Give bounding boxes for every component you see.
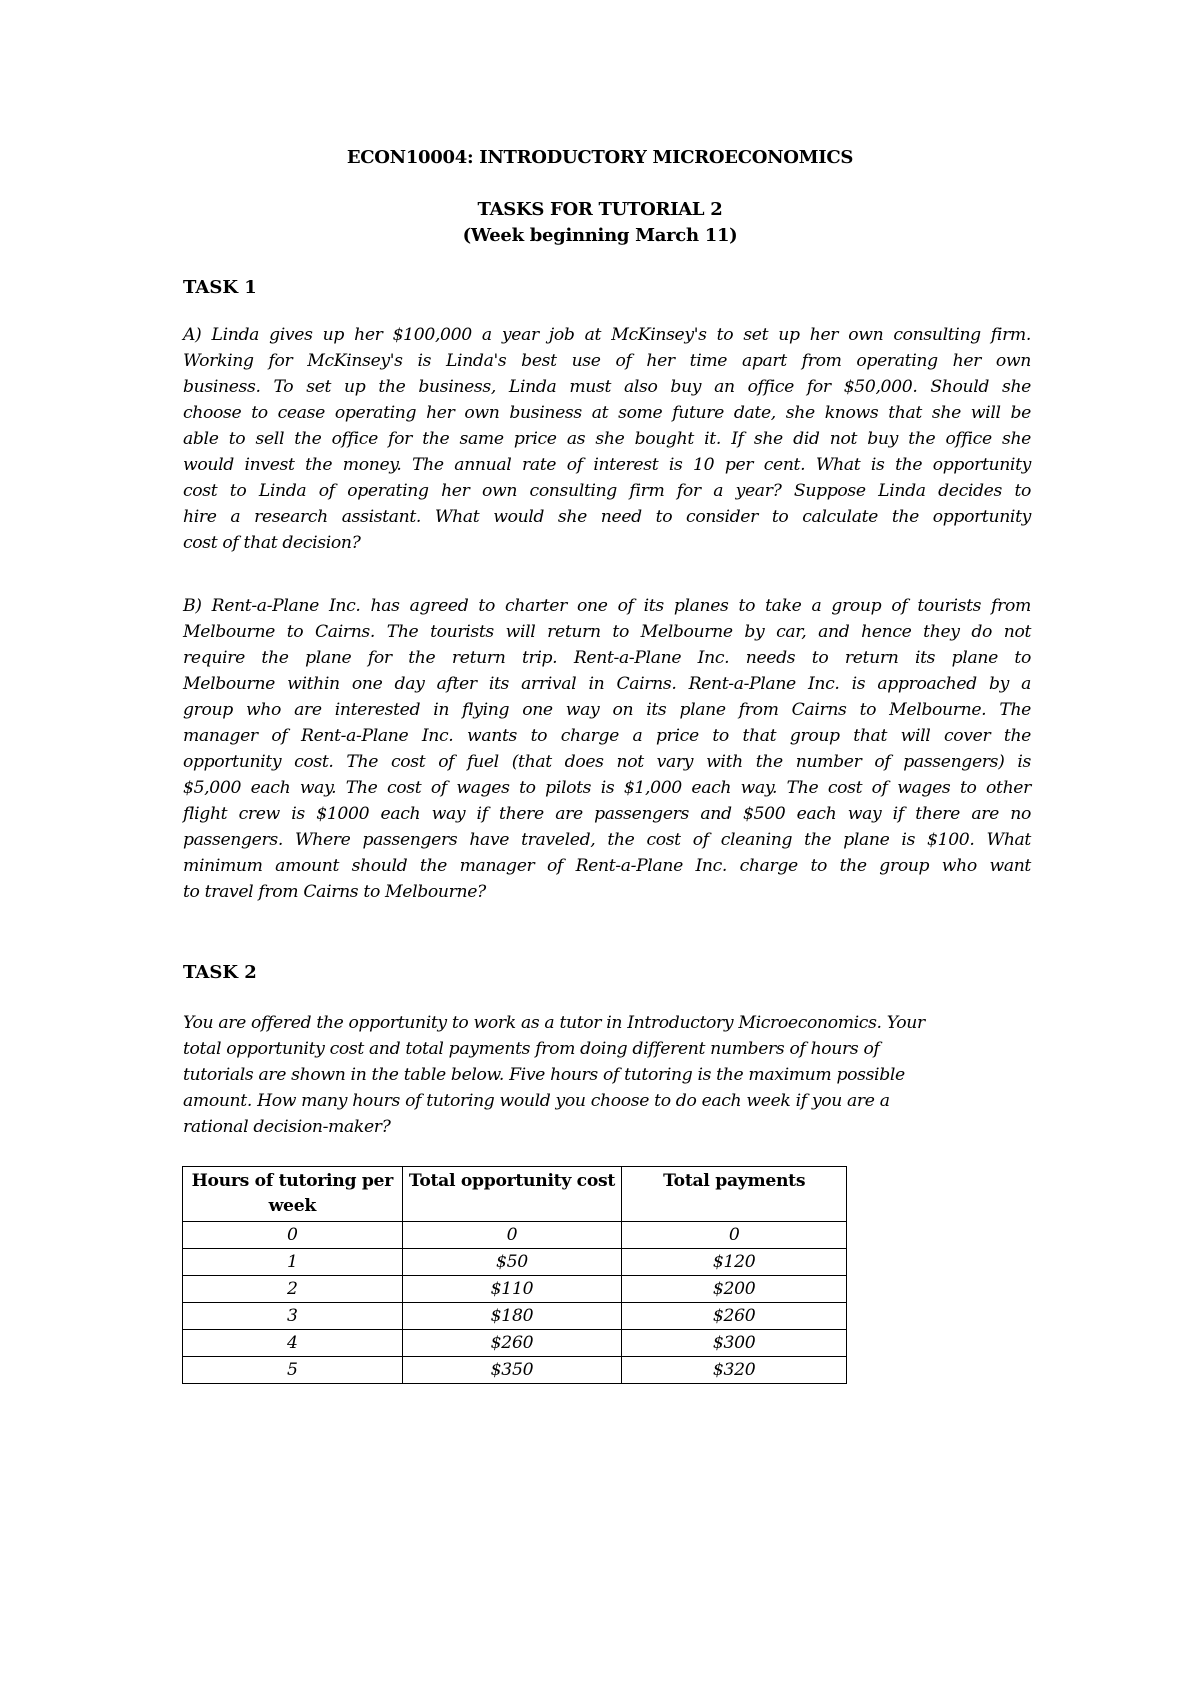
text-line: group who are interested in flying one way on its plane from Cairns to Melbourne. The bbox=[183, 700, 1031, 720]
week-subtitle: (Week beginning March 11) bbox=[462, 225, 738, 246]
cell-hours: 0 bbox=[183, 1222, 403, 1249]
table-row bbox=[183, 1303, 847, 1330]
header-payments: Total payments bbox=[622, 1167, 847, 1222]
text-line: manager of Rent-a-Plane Inc. wants to charge a price to that group that will cover the bbox=[183, 726, 1031, 746]
cell-payments: $320 bbox=[622, 1357, 847, 1384]
cell-opportunity-cost: $50 bbox=[402, 1249, 622, 1276]
cell-hours: 4 bbox=[183, 1330, 403, 1357]
text-line: rational decision-maker? bbox=[183, 1117, 391, 1137]
text-line: passengers. Where passengers have traveled, the cost of cleaning the plane is $100. What bbox=[183, 830, 1031, 850]
task2-intro bbox=[183, 1010, 1031, 1140]
text-line: cost to Linda of operating her own consulting firm for a year? Suppose Linda decides to bbox=[183, 481, 1031, 501]
cell-payments: $200 bbox=[622, 1276, 847, 1303]
text-line: tutorials are shown in the table below. Five hours of tutoring is the maximum possible bbox=[183, 1065, 905, 1085]
table-row bbox=[183, 1276, 847, 1303]
cell-hours: 3 bbox=[183, 1303, 403, 1330]
text-line: require the plane for the return trip. Rent-a-Plane Inc. needs to return its plane to bbox=[183, 648, 1031, 668]
text-line: business. To set up the business, Linda must also buy an office for $50,000. Should she bbox=[183, 377, 1031, 397]
text-line: Melbourne within one day after its arrival in Cairns. Rent-a-Plane Inc. is approached by a bbox=[183, 674, 1031, 694]
cell-opportunity-cost: 0 bbox=[402, 1222, 622, 1249]
cell-hours: 2 bbox=[183, 1276, 403, 1303]
cell-hours: 5 bbox=[183, 1357, 403, 1384]
text-line: amount. How many hours of tutoring would you choose to do each week if you are a bbox=[183, 1091, 890, 1111]
cell-payments: $300 bbox=[622, 1330, 847, 1357]
header-hours: Hours of tutoring per week bbox=[183, 1167, 403, 1222]
task2-heading: TASK 2 bbox=[183, 962, 257, 983]
text-line: $5,000 each way. The cost of wages to pilots is $1,000 each way. The cost of wages to other bbox=[183, 778, 1031, 798]
cell-opportunity-cost: $350 bbox=[402, 1357, 622, 1384]
text-line: would invest the money. The annual rate of interest is 10 per cent. What is the opportunity bbox=[183, 455, 1031, 475]
text-line: choose to cease operating her own business at some future date, she knows that she will be bbox=[183, 403, 1031, 423]
table-row bbox=[183, 1249, 847, 1276]
cell-payments: $260 bbox=[622, 1303, 847, 1330]
cell-hours: 1 bbox=[183, 1249, 403, 1276]
cell-opportunity-cost: $260 bbox=[402, 1330, 622, 1357]
text-line: total opportunity cost and total payments from doing different numbers of hours of bbox=[183, 1039, 880, 1059]
task1-part-a bbox=[183, 322, 1031, 556]
tutoring-table bbox=[182, 1166, 847, 1384]
table-header-row bbox=[183, 1167, 847, 1222]
text-line: hire a research assistant. What would she need to consider to calculate the opportunity bbox=[183, 507, 1031, 527]
text-line: flight crew is $1000 each way if there are passengers and $500 each way if there are no bbox=[183, 804, 1031, 824]
table-row bbox=[183, 1357, 847, 1384]
table-row bbox=[183, 1222, 847, 1249]
task1-heading: TASK 1 bbox=[183, 277, 257, 298]
cell-payments: 0 bbox=[622, 1222, 847, 1249]
task1-part-b bbox=[183, 593, 1031, 905]
text-line: minimum amount should the manager of Rent-a-Plane Inc. charge to the group who want bbox=[183, 856, 1031, 876]
cell-opportunity-cost: $180 bbox=[402, 1303, 622, 1330]
text-line: able to sell the office for the same price as she bought it. If she did not buy the office she bbox=[183, 429, 1031, 449]
text-line: opportunity cost. The cost of fuel (that does not vary with the number of passengers) is bbox=[183, 752, 1031, 772]
text-line: Working for McKinsey's is Linda's best use of her time apart from operating her own bbox=[183, 351, 1031, 371]
cell-payments: $120 bbox=[622, 1249, 847, 1276]
tutorial-title: TASKS FOR TUTORIAL 2 bbox=[477, 199, 723, 220]
course-title: ECON10004: INTRODUCTORY MICROECONOMICS bbox=[346, 147, 854, 168]
text-line: to travel from Cairns to Melbourne? bbox=[183, 882, 486, 902]
text-line: Melbourne to Cairns. The tourists will return to Melbourne by car, and hence they do not bbox=[183, 622, 1031, 642]
text-line: cost of that decision? bbox=[183, 533, 361, 553]
text-line: A) Linda gives up her $100,000 a year job at McKinsey's to set up her own consulting firm. bbox=[183, 325, 1031, 345]
text-line: B) Rent-a-Plane Inc. has agreed to charter one of its planes to take a group of tourists from bbox=[183, 596, 1031, 616]
header-opportunity-cost: Total opportunity cost bbox=[402, 1167, 622, 1222]
text-line: You are offered the opportunity to work as a tutor in Introductory Microeconomics. Your bbox=[183, 1013, 925, 1033]
table-row bbox=[183, 1330, 847, 1357]
cell-opportunity-cost: $110 bbox=[402, 1276, 622, 1303]
